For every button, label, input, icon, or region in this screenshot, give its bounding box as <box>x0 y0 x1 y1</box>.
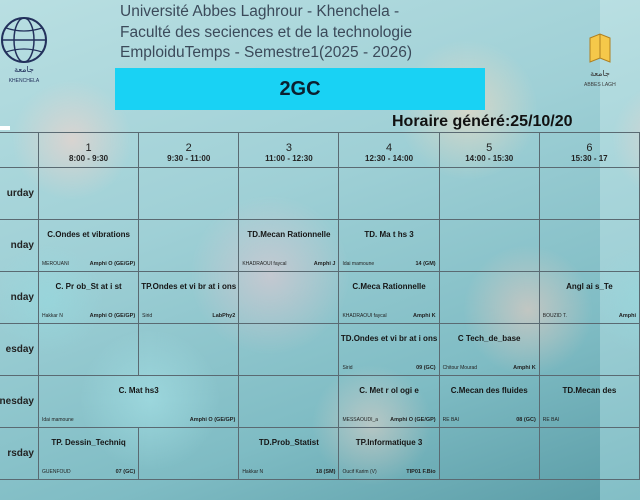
empty-cell <box>539 168 639 220</box>
slot-header: 3 11:00 - 12:30 <box>239 133 339 168</box>
session-meta <box>42 417 235 423</box>
slot-header: 1 8:00 - 9:30 <box>39 133 139 168</box>
svg-text:جامعة: جامعة <box>14 65 34 74</box>
session-room: Amphi O (GE/GP) <box>89 261 136 267</box>
corner-cell <box>0 133 39 168</box>
session-cell[interactable] <box>339 376 439 428</box>
day-row <box>0 324 640 376</box>
session-meta <box>142 313 235 319</box>
session-title: Angl ai s_Te <box>566 282 613 291</box>
university-logo-right <box>580 20 620 100</box>
session-cell[interactable] <box>39 428 139 480</box>
session-title: C. Met r ol ogi e <box>359 386 419 395</box>
day-row <box>0 272 640 324</box>
empty-cell <box>39 324 139 376</box>
session-room: Amphi O (GE/GP) <box>189 417 236 423</box>
session-teacher: RE BAI <box>442 417 460 423</box>
empty-cell <box>139 168 239 220</box>
session-room: LabPhy2 <box>212 313 236 319</box>
session-teacher: GUENFOUD <box>42 469 71 475</box>
session-title: C. Mat hs3 <box>118 386 159 395</box>
session-room: Amphi J <box>313 261 336 267</box>
day-label: nesday <box>0 376 39 428</box>
session-meta <box>42 261 135 267</box>
day-label: esday <box>0 324 39 376</box>
svg-text:KHENCHELA: KHENCHELA <box>8 78 40 84</box>
session-cell[interactable] <box>539 376 639 428</box>
session-teacher: Oucif Karim (V) <box>342 469 377 475</box>
session-title: C.Mecan des fluides <box>450 386 528 395</box>
session-title: C.Ondes et vibrations <box>47 230 130 239</box>
empty-cell <box>139 324 239 376</box>
session-cell[interactable] <box>439 376 539 428</box>
day-row <box>0 376 640 428</box>
slot-header: 2 9:30 - 11:00 <box>139 133 239 168</box>
day-label: rsday <box>0 428 39 480</box>
session-cell[interactable] <box>539 272 639 324</box>
session-meta <box>443 365 536 371</box>
slot-header-row <box>0 133 640 168</box>
generated-timestamp: Horaire généré:25/10/20 <box>392 113 573 130</box>
svg-text:ABBES LAGH: ABBES LAGH <box>584 82 616 88</box>
session-room: 09 (GC) <box>416 365 436 371</box>
empty-cell <box>239 168 339 220</box>
university-logo-left <box>0 8 52 88</box>
svg-text:جامعة: جامعة <box>590 69 610 78</box>
session-cell[interactable] <box>39 220 139 272</box>
timetable-body <box>0 168 640 480</box>
decor-strip <box>0 126 10 130</box>
session-title: C. Pr ob_St at i st <box>55 282 122 291</box>
empty-cell <box>439 428 539 480</box>
session-title: TP.Informatique 3 <box>355 438 423 447</box>
empty-cell <box>239 376 339 428</box>
session-teacher: Chitour Mourad <box>442 365 478 371</box>
session-meta <box>342 417 435 423</box>
session-room: 18 (SM) <box>315 469 336 475</box>
session-title: TD.Mecan des <box>562 386 617 395</box>
session-teacher: BOUZID T. <box>542 313 567 319</box>
session-teacher: RE BAI <box>542 417 560 423</box>
session-teacher: Idai mamoune <box>342 261 375 267</box>
day-row <box>0 428 640 480</box>
slot-header: 6 15:30 - 17 <box>539 133 639 168</box>
session-cell[interactable] <box>439 324 539 376</box>
slot-header: 4 12:30 - 14:00 <box>339 133 439 168</box>
empty-cell <box>539 220 639 272</box>
session-title: C Tech_de_base <box>457 334 521 343</box>
session-cell[interactable] <box>139 272 239 324</box>
empty-cell <box>139 220 239 272</box>
session-meta <box>242 261 335 267</box>
session-teacher: KHADRAOUI faycal <box>242 261 287 267</box>
session-meta <box>42 469 135 475</box>
session-room: TIP01 F.Bio <box>406 469 436 475</box>
session-title: TP.Ondes et vi br at i ons <box>141 282 237 291</box>
day-row <box>0 220 640 272</box>
session-room: Amphi <box>618 313 636 319</box>
empty-cell <box>239 272 339 324</box>
session-title: TD.Ondes et vi br at i ons <box>340 334 438 343</box>
session-cell[interactable] <box>339 324 439 376</box>
session-cell[interactable] <box>39 272 139 324</box>
session-meta <box>443 417 536 423</box>
session-room: 07 (GC) <box>115 469 136 475</box>
faculty-name: Faculté des seciences et de la technologie <box>120 23 413 41</box>
session-meta <box>42 313 135 319</box>
session-meta <box>342 469 435 475</box>
session-cell[interactable] <box>339 428 439 480</box>
session-teacher: Hakkar N <box>242 469 264 475</box>
session-teacher: Sirid <box>142 313 153 319</box>
empty-cell <box>439 168 539 220</box>
session-title: TD. Ma t hs 3 <box>364 230 414 239</box>
day-label: urday <box>0 168 39 220</box>
session-title: TD.Mecan Rationnelle <box>247 230 331 239</box>
session-room: Amphi O (GE/GP) <box>89 313 136 319</box>
session-cell[interactable] <box>239 428 339 480</box>
slot-header: 5 14:00 - 15:30 <box>439 133 539 168</box>
empty-cell <box>539 324 639 376</box>
session-title: C.Meca Rationnelle <box>352 282 426 291</box>
globe-logo-icon <box>0 8 52 88</box>
day-label: nday <box>0 272 39 324</box>
day-row <box>0 168 640 220</box>
session-title: TP. Dessin_Techniq <box>51 438 126 447</box>
session-title: TD.Prob_Statist <box>258 438 319 447</box>
class-name: 2GC <box>279 77 321 100</box>
session-meta <box>242 469 335 475</box>
empty-cell <box>339 168 439 220</box>
session-meta <box>543 313 636 319</box>
session-room: Amphi O (GE/GP) <box>390 417 436 423</box>
university-name: Université Abbes Laghrour - Khenchela - <box>120 3 400 20</box>
session-meta <box>543 417 636 423</box>
session-room: 08 (GC) <box>516 417 536 423</box>
timetable <box>0 132 640 480</box>
session-cell[interactable] <box>339 220 439 272</box>
session-cell[interactable] <box>339 272 439 324</box>
page-header <box>120 2 460 64</box>
session-room: Amphi K <box>513 365 536 371</box>
empty-cell <box>439 272 539 324</box>
session-meta <box>342 261 435 267</box>
day-label: nday <box>0 220 39 272</box>
class-banner <box>115 68 485 110</box>
empty-cell <box>239 324 339 376</box>
session-teacher: MEROUANI <box>42 261 69 267</box>
session-room: Amphi K <box>413 313 436 319</box>
empty-cell <box>539 428 639 480</box>
session-cell[interactable] <box>39 376 239 428</box>
empty-cell <box>139 428 239 480</box>
session-teacher: Hakkar N <box>42 313 63 319</box>
session-cell[interactable] <box>239 220 339 272</box>
empty-cell <box>439 220 539 272</box>
session-teacher: MESSAOUDI_a <box>342 417 379 423</box>
empty-cell <box>39 168 139 220</box>
session-teacher: Idai mamoune <box>42 417 74 423</box>
session-meta <box>342 365 435 371</box>
session-teacher: KHADRAOUI faycal <box>342 313 387 319</box>
session-room: 14 (GM) <box>415 261 436 267</box>
book-logo-icon <box>580 20 620 100</box>
session-meta <box>342 313 435 319</box>
schedule-title: EmploiduTemps - Semestre1(2025 - 2026) <box>120 44 413 61</box>
session-teacher: Sirid <box>342 365 353 371</box>
